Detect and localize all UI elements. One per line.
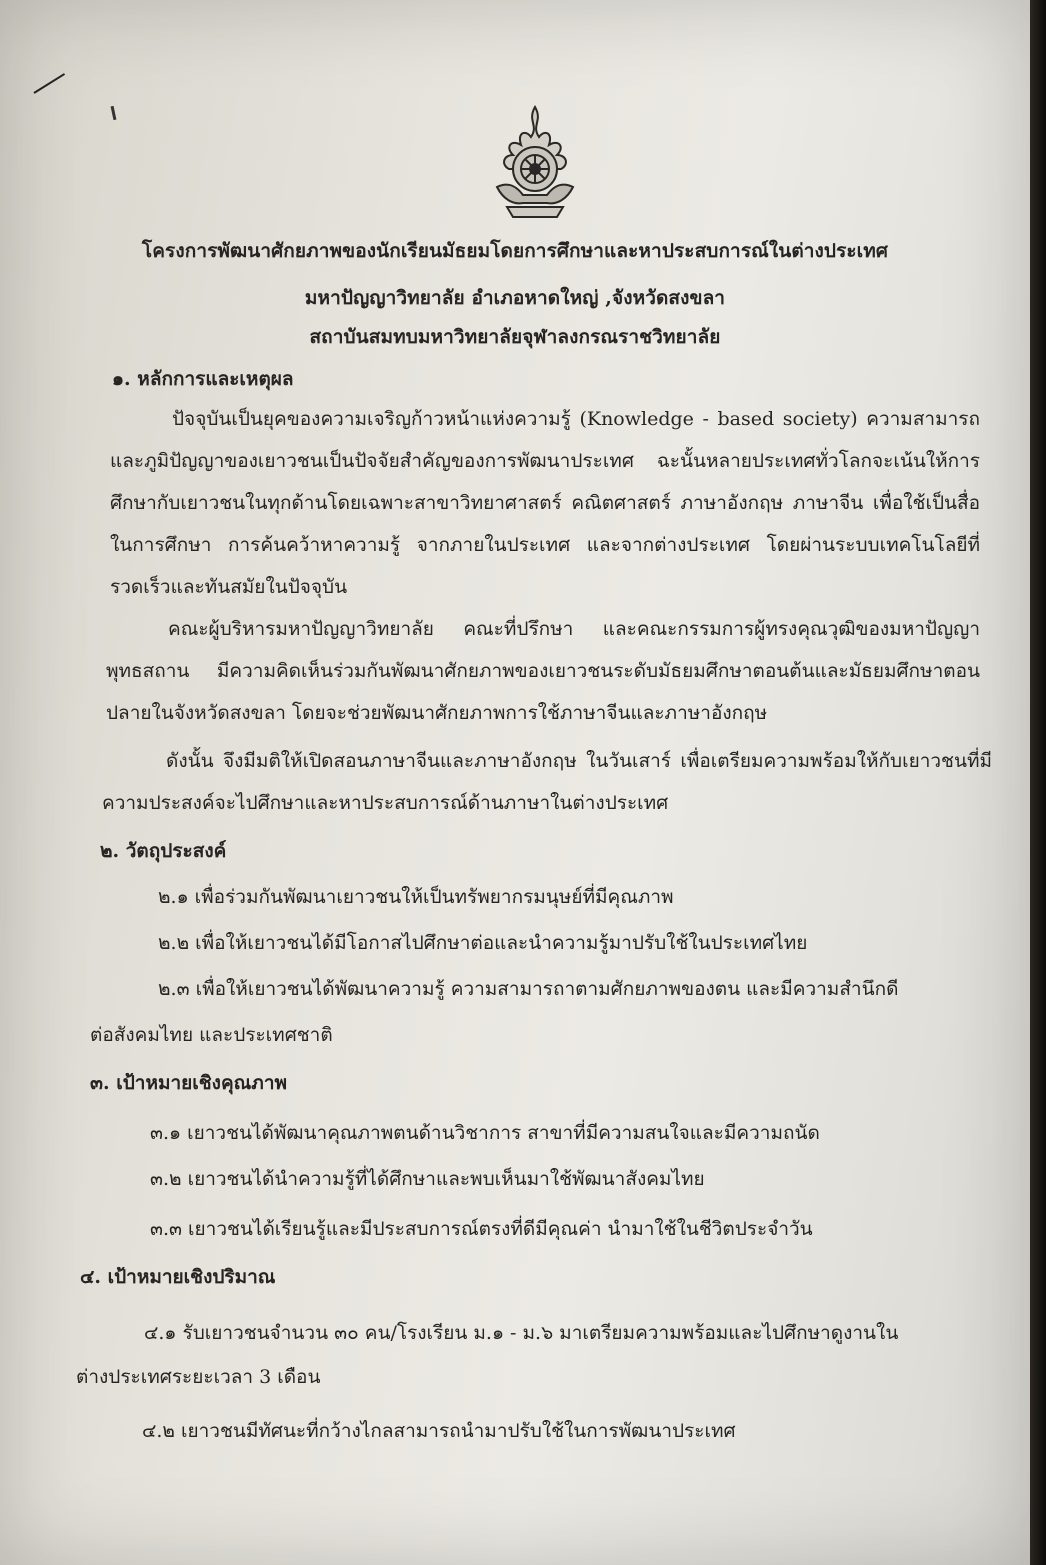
objective-item: ๒.๑ เพื่อร่วมกันพัฒนาเยาวชนให้เป็นทรัพยากรมนุษย์ที่มีคุณภาพ (158, 886, 674, 908)
section1-paragraph-1: ปัจจุบันเป็นยุคของความเจริญก้าวหน้าแห่งความรู้ (Knowledge - based society) ความสามารถและภูมิปัญญาของเยาวชนเป็นปัจจัยสำคัญของการพัฒนาประเทศ ฉะนั้นหลายประเทศทั่วโลกจะเน้นให้การศึกษากับเยาวชนในทุกด้านโดยเฉพาะสาขาวิทยาศาสตร์ คณิตศาสตร์ ภาษาอังกฤษ ภาษาจีน เพื่อใช้เป็นสื่อในการศึกษา การค้นคว้าหาความรู้ จากภายในประเทศ และจากต่างประเทศ โดยผ่านระบบเทคโนโลยีที่รวดเร็วและทันสมัยในปัจจุบัน (110, 408, 980, 598)
quantity-goal-item: ๔.๑ รับเยาวชนจำนวน ๓๐ คน/โรงเรียน ม.๑ - ม.๖ มาเตรียมความพร้อมและไปศึกษาดูงานใน (144, 1322, 899, 1344)
objective-item-continuation: ต่อสังคมไทย และประเทศชาติ (90, 1024, 333, 1046)
pen-mark (33, 73, 65, 94)
quality-goal-item: ๓.๑ เยาวชนได้พัฒนาคุณภาพตนด้านวิชาการ สาขาที่มีความสนใจและมีความถนัด (150, 1122, 820, 1144)
quality-goal-item: ๓.๒ เยาวชนได้นำความรู้ที่ได้ศึกษาและพบเห็นมาใช้พัฒนาสังคมไทย (150, 1168, 705, 1190)
section-heading-1: ๑. หลักการและเหตุผล (112, 368, 294, 390)
university-emblem-icon (487, 103, 583, 221)
affiliation: สถาบันสมทบมหาวิทยาลัยจุฬาลงกรณราชวิทยาลัย (309, 326, 721, 348)
institution-location: มหาปัญญาวิทยาลัย อำเภอหาดใหญ่ ,จังหวัดสงขลา (304, 287, 726, 309)
section1-paragraph-2: คณะผู้บริหารมหาปัญญาวิทยาลัย คณะที่ปรึกษา และคณะกรรมการผู้ทรงคุณวุฒิของมหาปัญญาพุทธสถาน มีความคิดเห็นร่วมกันพัฒนาศักยภาพของเยาวชนระดับมัธยมศึกษาตอนต้นและมัธยมศึกษาตอนปลายในจังหวัดสงขลา โดยจะช่วยพัฒนาศักยภาพการใช้ภาษาจีนและภาษาอังกฤษ (106, 618, 980, 724)
pen-tick (111, 106, 117, 120)
quality-goal-item: ๓.๓ เยาวชนได้เรียนรู้และมีประสบการณ์ตรงที่ดีมีคุณค่า นำมาใช้ในชีวิตประจำวัน (150, 1218, 813, 1240)
section-heading-2: ๒. วัตถุประสงค์ (100, 840, 227, 862)
background-edge (1030, 0, 1046, 1565)
section-heading-4: ๔. เป้าหมายเชิงปริมาณ (80, 1266, 276, 1288)
section1-paragraph-3: ดังนั้น จึงมีมติให้เปิดสอนภาษาจีนและภาษาอังกฤษ ในวันเสาร์ เพื่อเตรียมความพร้อมให้กับเยาวชนที่มีความประสงค์จะไปศึกษาและหาประสบการณ์ด้านภาษาในต่างประเทศ (102, 750, 992, 814)
quantity-goal-item-continuation: ต่างประเทศระยะเวลา 3 เดือน (76, 1366, 321, 1388)
quantity-goal-item: ๔.๒ เยาวชนมีทัศนะที่กว้างไกลสามารถนำมาปรับใช้ในการพัฒนาประเทศ (142, 1420, 736, 1442)
section-heading-3: ๓. เป้าหมายเชิงคุณภาพ (90, 1072, 288, 1094)
objective-item: ๒.๓ เพื่อให้เยาวชนได้พัฒนาความรู้ ความสามารถาตามศักยภาพของตน และมีความสำนึกดี (158, 978, 899, 1000)
objective-item: ๒.๒ เพื่อให้เยาวชนได้มีโอกาสไปศึกษาต่อและนำความรู้มาปรับใช้ในประเทศไทย (158, 932, 808, 954)
document-title: โครงการพัฒนาศักยภาพของนักเรียนมัธยมโดยการศึกษาและหาประสบการณ์ในต่างประเทศ (141, 240, 889, 262)
